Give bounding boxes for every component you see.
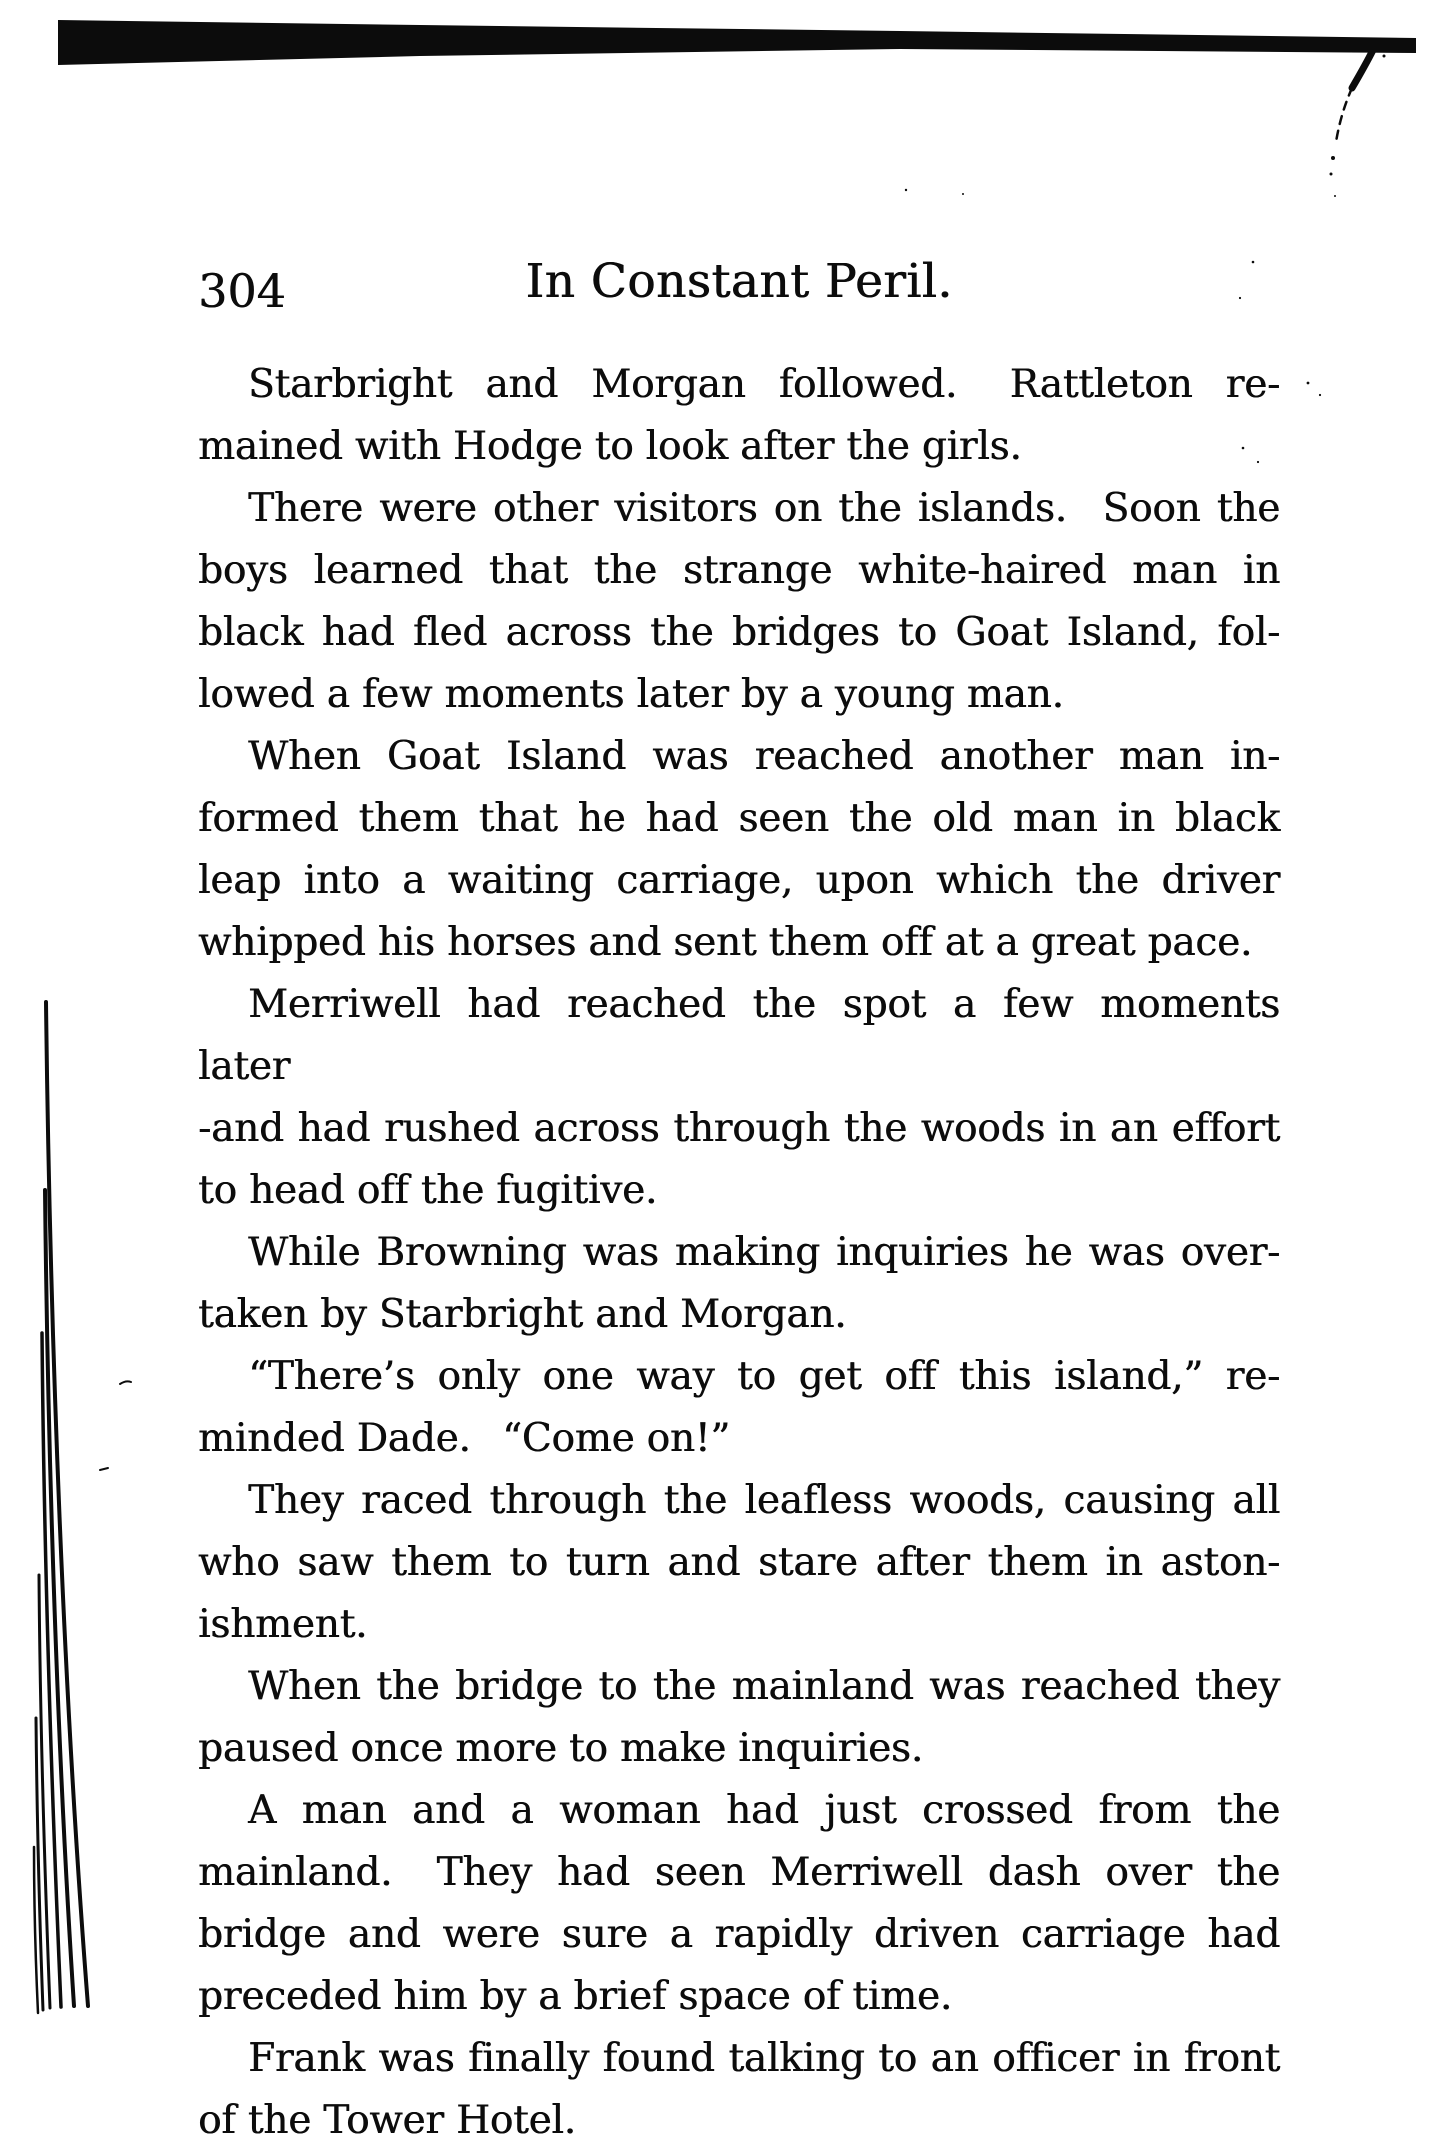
text-line: -and had rushed across through the woods in an effort [198, 1106, 1280, 1151]
scan-speck [1334, 195, 1336, 197]
gutter-line [42, 1333, 61, 2007]
text-line: mained with Hodge to look after the girls. [198, 424, 1022, 469]
text-line: leap into a waiting carriage, upon which the driver [198, 858, 1280, 903]
page-header [198, 256, 1280, 326]
paragraph [198, 1470, 1280, 1656]
text-line: There were other visitors on the islands. Soon the [248, 486, 1280, 531]
text-line: mainland. They had seen Merriwell dash over the [198, 1850, 1280, 1895]
text-line: to head off the fugitive. [198, 1168, 658, 1213]
scan-speck [1330, 173, 1333, 176]
paragraph [198, 1780, 1280, 2028]
scan-speck [905, 189, 907, 191]
text-line: ishment. [198, 1602, 368, 1647]
paragraph [198, 354, 1280, 478]
body-text [198, 354, 1280, 2152]
text-line: preceded him by a brief space of time. [198, 1974, 952, 2019]
scan-speck [120, 1381, 131, 1384]
text-line: taken by Starbright and Morgan. [198, 1292, 847, 1337]
scan-speck [1383, 55, 1386, 58]
text-line: formed them that he had seen the old man in black [198, 796, 1280, 841]
text-line: While Browning was making inquiries he was over- [248, 1230, 1280, 1275]
text-line: Frank was finally found talking to an officer in front [248, 2036, 1280, 2081]
page-title: In Constant Peril. [525, 254, 953, 309]
text-line: When Goat Island was reached another man in- [248, 734, 1280, 779]
text-line: bridge and were sure a rapidly driven carriage had [198, 1912, 1280, 1957]
text-line: Merriwell had reached the spot a few moments later [198, 982, 1280, 1089]
paragraph [198, 2028, 1280, 2152]
scan-smudge-bar [58, 20, 1416, 65]
paragraph [198, 726, 1280, 974]
text-line: whipped his horses and sent them off at a great pace. [198, 920, 1253, 965]
text-line: Starbright and Morgan followed. Rattleton re- [248, 362, 1280, 407]
scan-speck [962, 193, 964, 195]
text-line: lowed a few moments later by a young man. [198, 672, 1064, 717]
paragraph [198, 1222, 1280, 1346]
gutter-line [39, 1575, 50, 2008]
paragraph [198, 974, 1280, 1222]
scan-curl-mark [1352, 50, 1373, 88]
paragraph [198, 478, 1280, 726]
paragraph [198, 1656, 1280, 1780]
text-line: “There’s only one way to get off this island,” re- [248, 1354, 1280, 1399]
text-line: who saw them to turn and stare after them in aston- [198, 1540, 1280, 1585]
gutter-line [34, 1847, 38, 2013]
scan-speck [1331, 156, 1335, 160]
text-line: They raced through the leafless woods, causing all [248, 1478, 1280, 1523]
scan-curl-mark-tail [1336, 88, 1352, 142]
text-line: A man and a woman had just crossed from the [248, 1788, 1280, 1833]
scan-speck [100, 1468, 108, 1470]
text-line: When the bridge to the mainland was reached they [248, 1664, 1280, 1709]
paragraph [198, 1346, 1280, 1470]
text-line: boys learned that the strange white-haired man in [198, 548, 1280, 593]
text-line: minded Dade. “Come on!” [198, 1416, 730, 1461]
text-line: black had fled across the bridges to Goat Island, fol- [198, 610, 1280, 655]
scan-speck [1307, 382, 1310, 385]
text-line: of the Tower Hotel. [198, 2098, 576, 2143]
scan-speck [1319, 394, 1321, 396]
page-number: 304 [198, 264, 286, 318]
gutter-line [36, 1718, 43, 2010]
gutter-line [46, 1002, 88, 2006]
text-line: paused once more to make inquiries. [198, 1726, 923, 1771]
gutter-line [45, 1190, 74, 2006]
